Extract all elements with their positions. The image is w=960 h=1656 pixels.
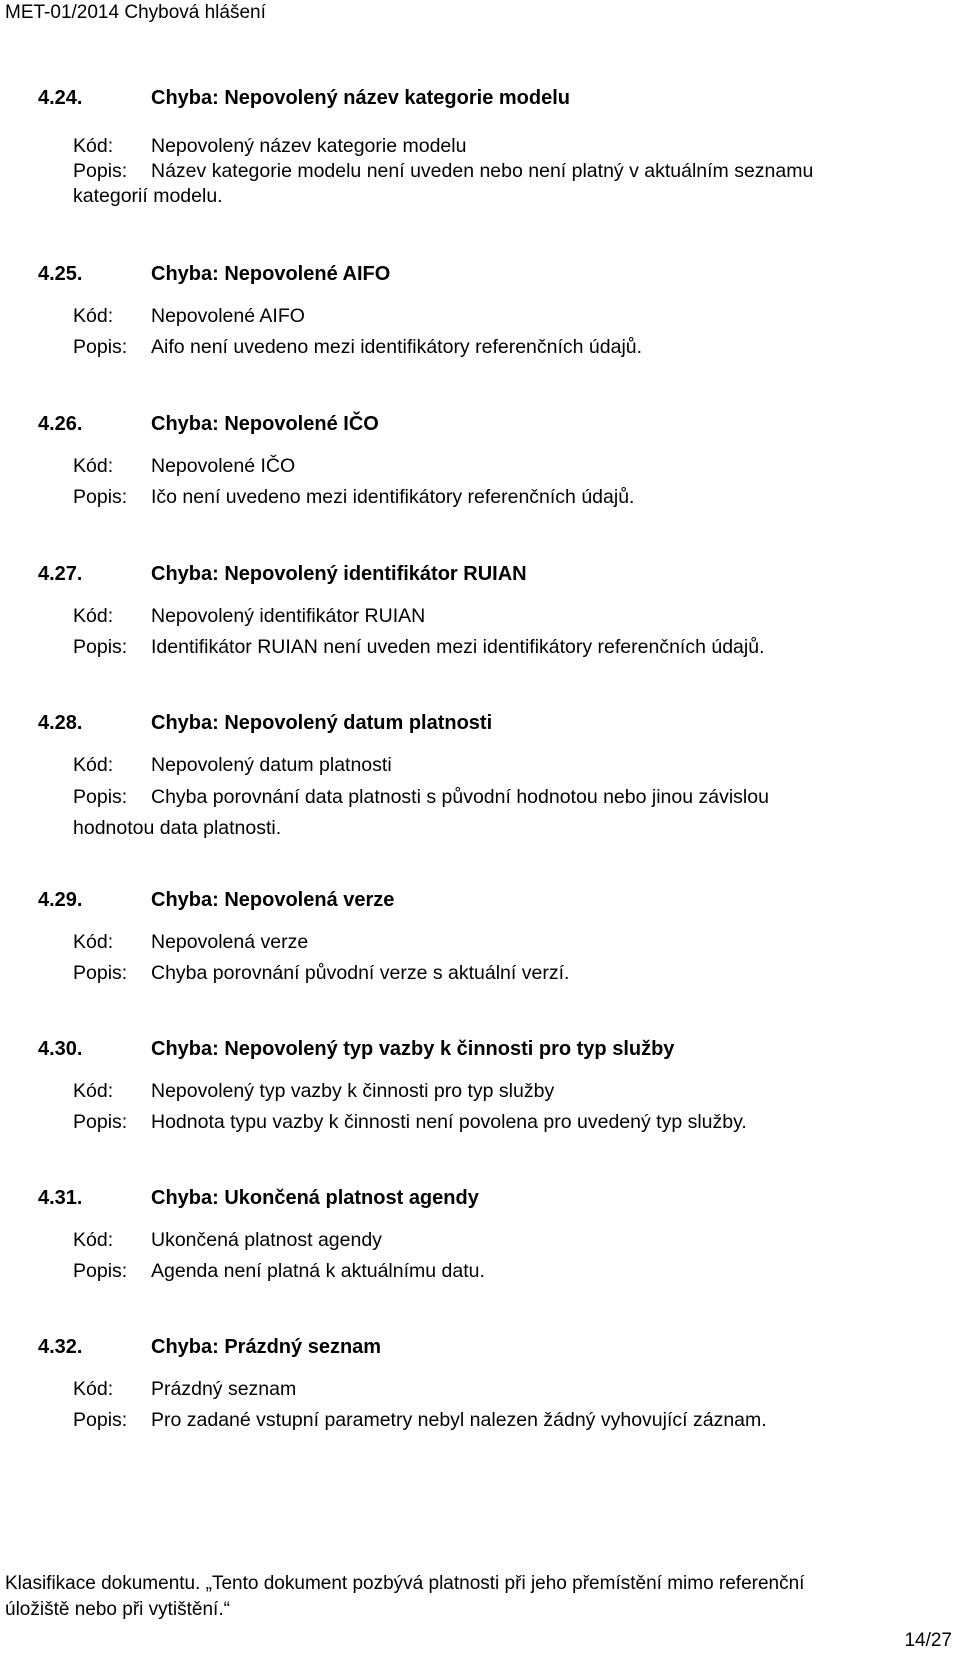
footer-classification-line1: Klasifikace dokumentu. „Tento dokument pozbývá platnosti při jeho přemístění mimo referenční: [5, 1573, 805, 1594]
kod-label: Kód:: [73, 305, 114, 327]
popis-label: Popis:: [73, 486, 128, 508]
popis-value: Název kategorie modelu není uveden nebo není platný v aktuálním seznamu: [151, 160, 814, 182]
kod-value: Ukončená platnost agendy: [151, 1229, 382, 1251]
page-header-title: MET-01/2014 Chybová hlášení: [5, 2, 266, 23]
kod-label: Kód:: [73, 1378, 114, 1400]
popis-value: Chyba porovnání data platnosti s původní hodnotou nebo jinou závislou: [151, 786, 769, 808]
section-title: Chyba: Nepovolený typ vazby k činnosti pro typ služby: [151, 1038, 675, 1060]
section-title: Chyba: Nepovolené AIFO: [151, 263, 391, 285]
section-number: 4.25.: [38, 263, 83, 285]
section-number: 4.29.: [38, 889, 83, 911]
kod-value: Nepovolený datum platnosti: [151, 754, 392, 776]
section-number: 4.30.: [38, 1038, 83, 1060]
kod-value: Nepovolené AIFO: [151, 305, 305, 327]
kod-label: Kód:: [73, 605, 114, 627]
popis-label: Popis:: [73, 336, 128, 358]
section-title: Chyba: Prázdný seznam: [151, 1336, 382, 1358]
kod-value: Nepovolený typ vazby k činnosti pro typ služby: [151, 1080, 555, 1102]
section-title: Chyba: Nepovolená verze: [151, 889, 395, 911]
popis-value: Identifikátor RUIAN není uveden mezi identifikátory referenčních údajů.: [151, 636, 765, 658]
kod-value: Nepovolené IČO: [151, 455, 296, 477]
section-number: 4.26.: [38, 413, 83, 435]
popis-value: Ičo není uvedeno mezi identifikátory referenčních údajů.: [151, 486, 635, 508]
kod-label: Kód:: [73, 135, 114, 157]
page-number: 14/27: [904, 1630, 952, 1651]
section-number: 4.27.: [38, 563, 83, 585]
popis-value: Hodnota typu vazby k činnosti není povolena pro uvedený typ služby.: [151, 1111, 747, 1133]
section-number: 4.31.: [38, 1187, 83, 1209]
kod-label: Kód:: [73, 1080, 114, 1102]
kod-value: Nepovolený název kategorie modelu: [151, 135, 467, 157]
section-title: Chyba: Nepovolený název kategorie modelu: [151, 87, 570, 109]
popis-continuation: hodnotou data platnosti.: [73, 817, 282, 839]
popis-label: Popis:: [73, 1111, 128, 1133]
popis-label: Popis:: [73, 786, 128, 808]
kod-label: Kód:: [73, 1229, 114, 1251]
kod-value: Nepovolená verze: [151, 931, 309, 953]
section-title: Chyba: Ukončená platnost agendy: [151, 1187, 479, 1209]
section-number: 4.32.: [38, 1336, 83, 1358]
section-number: 4.24.: [38, 87, 83, 109]
popis-value: Chyba porovnání původní verze s aktuální verzí.: [151, 962, 570, 984]
kod-label: Kód:: [73, 931, 114, 953]
section-title: Chyba: Nepovolený identifikátor RUIAN: [151, 563, 527, 585]
kod-label: Kód:: [73, 455, 114, 477]
popis-value: Pro zadané vstupní parametry nebyl nalezen žádný vyhovující záznam.: [151, 1409, 767, 1431]
popis-label: Popis:: [73, 1260, 128, 1282]
section-title: Chyba: Nepovolený datum platnosti: [151, 712, 493, 734]
popis-continuation: kategorií modelu.: [73, 185, 223, 207]
kod-value: Nepovolený identifikátor RUIAN: [151, 605, 426, 627]
popis-label: Popis:: [73, 1409, 128, 1431]
popis-label: Popis:: [73, 962, 128, 984]
popis-label: Popis:: [73, 636, 128, 658]
footer-classification-line2: úložiště nebo při vytištění.“: [5, 1599, 230, 1620]
section-title: Chyba: Nepovolené IČO: [151, 413, 379, 435]
kod-label: Kód:: [73, 754, 114, 776]
section-number: 4.28.: [38, 712, 83, 734]
popis-value: Aifo není uvedeno mezi identifikátory referenčních údajů.: [151, 336, 643, 358]
popis-label: Popis:: [73, 160, 128, 182]
kod-value: Prázdný seznam: [151, 1378, 297, 1400]
popis-value: Agenda není platná k aktuálnímu datu.: [151, 1260, 485, 1282]
